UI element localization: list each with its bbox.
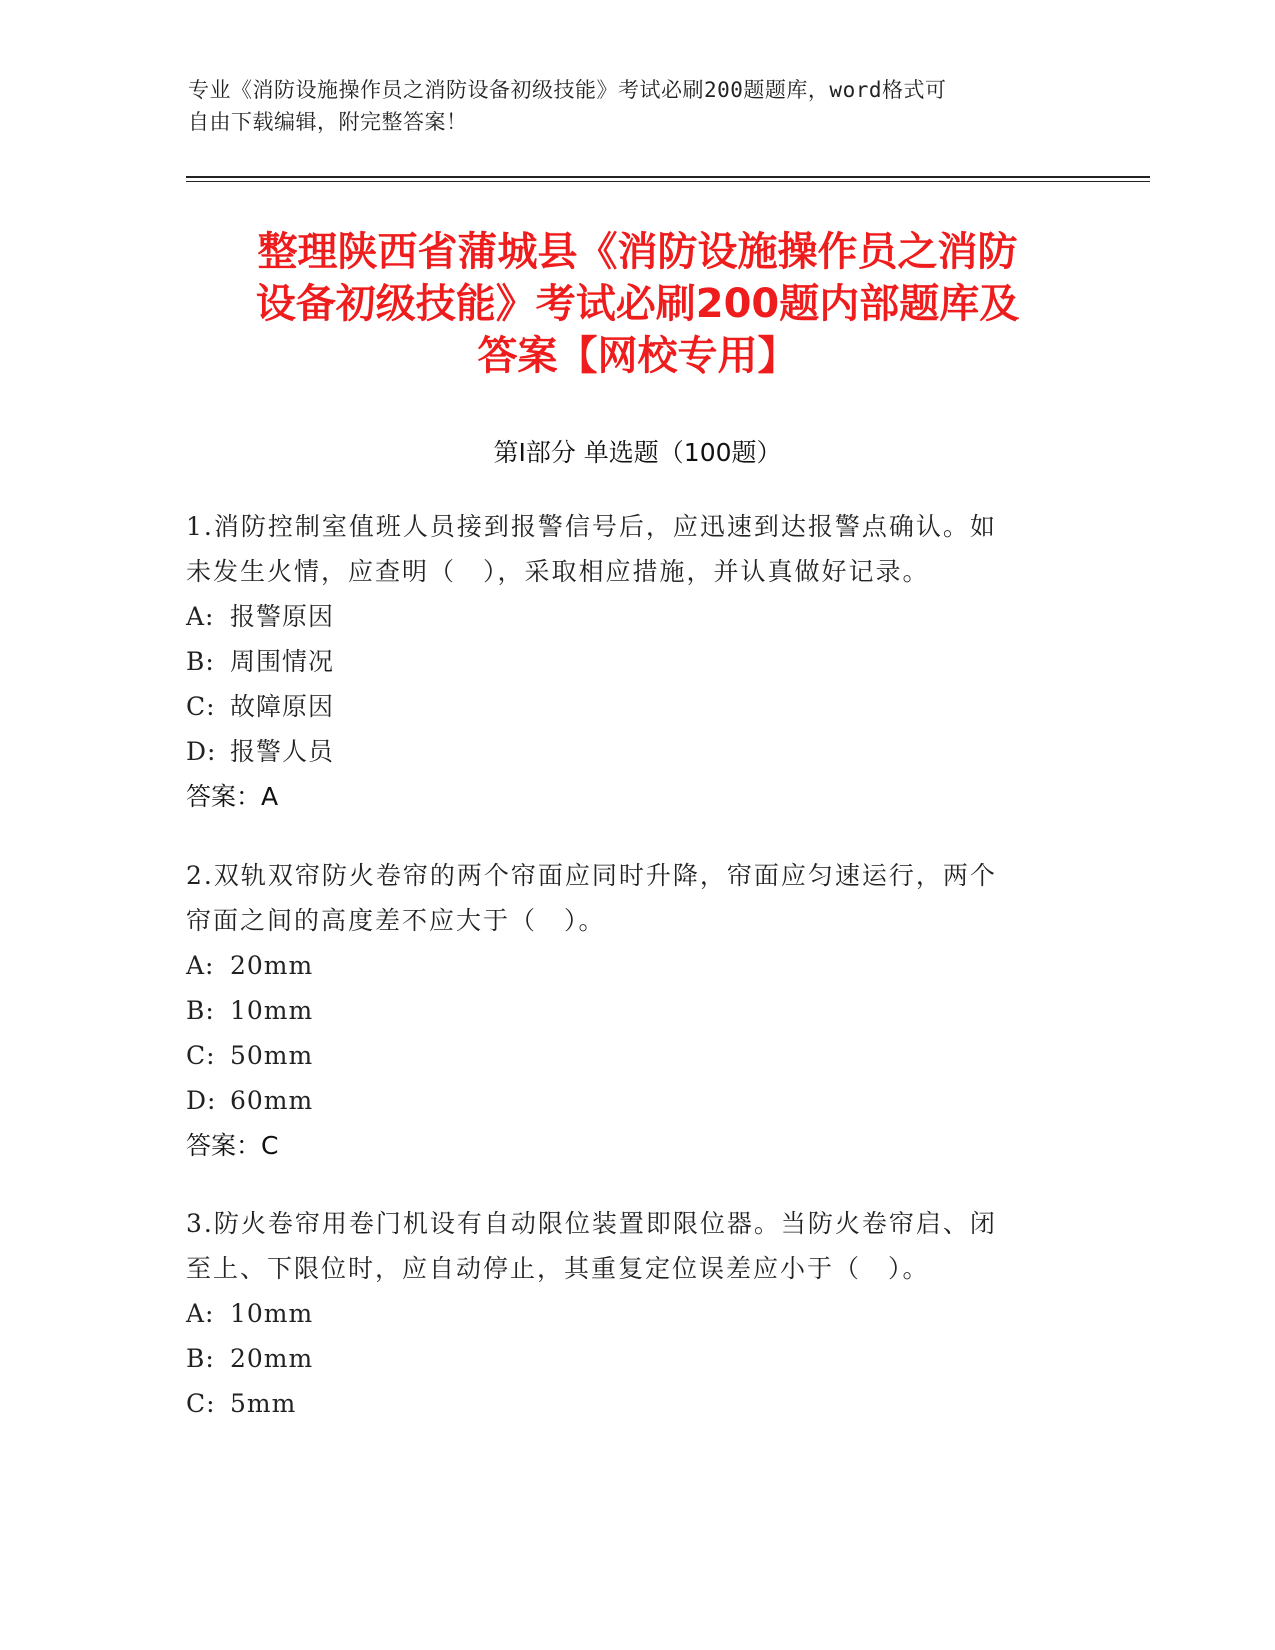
document-title: [180, 226, 1095, 382]
header-rule-thick: [186, 176, 1150, 178]
option-letter: B:: [186, 996, 215, 1025]
option-letter: D:: [186, 737, 217, 766]
option-b: [186, 988, 1086, 1033]
option-a: [186, 1291, 1086, 1336]
option-letter: B:: [186, 647, 215, 676]
question-stem-line-2: 未发生火情，应查明（ ），采取相应措施，并认真做好记录。: [186, 557, 930, 586]
option-letter: B:: [186, 1344, 215, 1373]
option-text: 20mm: [230, 951, 314, 980]
header-note-line-2: 自由下载编辑，附完整答案！: [188, 110, 468, 134]
option-letter: C:: [186, 692, 216, 721]
option-letter: D:: [186, 1086, 217, 1115]
option-text: 50mm: [230, 1041, 314, 1070]
option-letter: A:: [186, 602, 215, 631]
option-text: 5mm: [230, 1389, 297, 1418]
option-letter: A:: [186, 951, 215, 980]
question-stem-line-2: 帘面之间的高度差不应大于（ ）。: [186, 906, 606, 935]
section-heading: 第Ⅰ部分 单选题（100题）: [493, 438, 782, 467]
option-text: 10mm: [230, 1299, 314, 1328]
option-letter: C:: [186, 1041, 216, 1070]
header-rule-thin: [186, 181, 1150, 182]
question-stem-line-1: 3.防火卷帘用卷门机设有自动限位装置即限位器。当防火卷帘启、闭: [186, 1209, 997, 1238]
question-stem-line-1: 1.消防控制室值班人员接到报警信号后，应迅速到达报警点确认。如: [186, 512, 997, 541]
option-b: [186, 1336, 1086, 1381]
option-c: [186, 684, 1086, 729]
question-stem-line-2: 至上、下限位时，应自动停止，其重复定位误差应小于（ ）。: [186, 1254, 930, 1283]
question-2: [186, 853, 1086, 1168]
option-a: [186, 943, 1086, 988]
option-text: 报警人员: [230, 737, 335, 766]
option-text: 20mm: [230, 1344, 314, 1373]
option-d: [186, 1078, 1086, 1123]
document-title-line-3: 答案【网校专用】: [477, 333, 798, 379]
option-c: [186, 1033, 1086, 1078]
header-note-line-1: 专业《消防设施操作员之消防设备初级技能》考试必刷200题题库，word格式可: [188, 78, 947, 102]
document-title-line-2: 设备初级技能》考试必刷200题内部题库及: [255, 281, 1020, 327]
answer: 答案：C: [186, 1131, 279, 1160]
question-3: [186, 1201, 1086, 1426]
option-a: [186, 594, 1086, 639]
option-letter: A:: [186, 1299, 215, 1328]
header-note: [188, 74, 1068, 138]
option-text: 10mm: [230, 996, 314, 1025]
option-c: [186, 1381, 1086, 1426]
option-letter: C:: [186, 1389, 216, 1418]
option-text: 故障原因: [230, 692, 335, 721]
option-text: 60mm: [230, 1086, 314, 1115]
option-b: [186, 639, 1086, 684]
document-title-line-1: 整理陕西省蒲城县《消防设施操作员之消防: [257, 229, 1018, 275]
question-1: [186, 504, 1086, 819]
answer: 答案：A: [186, 782, 279, 811]
question-stem-line-1: 2.双轨双帘防火卷帘的两个帘面应同时升降，帘面应匀速运行，两个: [186, 861, 997, 890]
option-d: [186, 729, 1086, 774]
option-text: 报警原因: [230, 602, 335, 631]
option-text: 周围情况: [230, 647, 335, 676]
